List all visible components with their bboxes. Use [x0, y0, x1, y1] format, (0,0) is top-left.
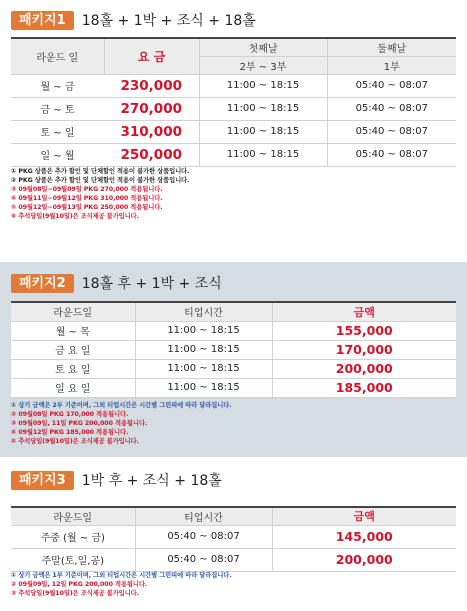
header-round-day: 라운드일	[11, 302, 135, 321]
note-item: ③ 09월08일~09월09일 PKG 270,000 적용됩니다.	[11, 186, 163, 193]
price-cell: 310,000	[104, 120, 199, 143]
table-row	[11, 321, 456, 340]
package3-header	[11, 470, 222, 490]
tee-time-cell: 05:40 ~ 08:07	[135, 548, 272, 571]
header-tee-time: 티업시간	[135, 507, 272, 525]
header-price: 요 금	[104, 38, 199, 74]
package2-section	[0, 262, 467, 457]
tee-time-cell: 11:00 ~ 18:15	[135, 321, 272, 340]
note-item: ⑤ 09월12일~09월13일 PKG 250,000 적용됩니다.	[11, 204, 163, 211]
table-row	[11, 120, 456, 143]
table-header-row	[11, 302, 456, 321]
tee-time-cell: 05:40 ~ 08:07	[135, 525, 272, 548]
price-cell: 200,000	[272, 359, 456, 378]
table-row	[11, 143, 456, 166]
header-round-day: 라운드일	[11, 507, 135, 525]
round-day-cell: 주말(토,일,공)	[11, 548, 135, 571]
note-item: ④ 09월12일 PKG 185,000 적용됩니다.	[11, 429, 129, 436]
round-day-cell: 금 ~ 토	[11, 97, 104, 120]
header-tee-time: 티업시간	[135, 302, 272, 321]
table-row	[11, 548, 456, 571]
package1-header	[11, 10, 256, 30]
price-cell: 155,000	[272, 321, 456, 340]
header-day2-sub: 1부	[327, 56, 456, 74]
package1-section	[0, 0, 467, 249]
price-cell: 170,000	[272, 340, 456, 359]
package1-title: 18홀 + 1박 + 조식 + 18홀	[81, 13, 256, 29]
price-cell: 270,000	[104, 97, 199, 120]
day1-time-cell: 11:00 ~ 18:15	[199, 120, 327, 143]
package3-title: 1박 후 + 조식 + 18홀	[81, 473, 222, 489]
price-cell: 230,000	[104, 74, 199, 97]
package3-badge: 패키지3	[11, 471, 74, 490]
day2-time-cell: 05:40 ~ 08:07	[327, 74, 456, 97]
header-day1-sub: 2부 ~ 3부	[199, 56, 327, 74]
price-cell: 145,000	[272, 525, 456, 548]
note-item: ④ 09월11일~09월12일 PKG 310,000 적용됩니다.	[11, 195, 163, 202]
tee-time-cell: 11:00 ~ 18:15	[135, 359, 272, 378]
package2-title: 18홀 후 + 1박 + 조식	[81, 276, 222, 292]
package2-table	[11, 301, 456, 398]
round-day-cell: 금 요 일	[11, 340, 135, 359]
day1-time-cell: 11:00 ~ 18:15	[199, 74, 327, 97]
note-item: ① PKG 상품은 추가 할인 및 단체할인 적용이 불가한 상품입니다.	[11, 168, 190, 175]
note-item: ① 상기 금액은 2부 기준이며, 그외 티업시간은 시간별 그린피에 따라 달라집니다.	[11, 402, 232, 409]
package1-notes	[11, 167, 461, 221]
table-row	[11, 359, 456, 378]
note-item: ③ 추석당일(9월10일)은 조식제공 불가입니다.	[11, 590, 139, 597]
header-price: 금액	[272, 302, 456, 321]
day2-time-cell: 05:40 ~ 08:07	[327, 120, 456, 143]
table-row	[11, 97, 456, 120]
note-item: ① 상기 금액은 1부 기준이며, 그외 티업시간은 시간별 그린피에 따라 달라집니다.	[11, 572, 232, 579]
note-item: ② PKG 상품은 추가 할인 및 단체할인 적용이 불가한 상품입니다.	[11, 177, 190, 184]
price-cell: 250,000	[104, 143, 199, 166]
package3-section	[0, 463, 467, 611]
day1-time-cell: 11:00 ~ 18:15	[199, 97, 327, 120]
round-day-cell: 일 ~ 월	[11, 143, 104, 166]
day1-time-cell: 11:00 ~ 18:15	[199, 143, 327, 166]
note-item: ② 09월08일 PKG 170,000 적용됩니다.	[11, 411, 129, 418]
table-row	[11, 525, 456, 548]
round-day-cell: 주중 (월 ~ 금)	[11, 525, 135, 548]
day2-time-cell: 05:40 ~ 08:07	[327, 97, 456, 120]
package3-notes	[11, 571, 461, 598]
package1-table	[11, 37, 456, 167]
table-header-row	[11, 507, 456, 525]
header-day1: 첫째날	[199, 38, 327, 56]
header-round-day: 라운드 일	[11, 38, 104, 74]
note-item: ⑥ 추석당일(9월10일)은 조식제공 불가입니다.	[11, 213, 139, 220]
package3-table	[11, 506, 456, 572]
table-row	[11, 378, 456, 397]
round-day-cell: 토 요 일	[11, 359, 135, 378]
round-day-cell: 월 ~ 금	[11, 74, 104, 97]
note-item: ③ 09월09일, 11일 PKG 200,000 적용됩니다.	[11, 420, 148, 427]
round-day-cell: 월 ~ 목	[11, 321, 135, 340]
table-header-row	[11, 38, 456, 56]
package2-header	[11, 273, 222, 293]
price-cell: 200,000	[272, 548, 456, 571]
round-day-cell: 토 ~ 일	[11, 120, 104, 143]
package1-badge: 패키지1	[11, 11, 74, 30]
tee-time-cell: 11:00 ~ 18:15	[135, 378, 272, 397]
table-row	[11, 340, 456, 359]
round-day-cell: 일 요 일	[11, 378, 135, 397]
price-cell: 185,000	[272, 378, 456, 397]
tee-time-cell: 11:00 ~ 18:15	[135, 340, 272, 359]
day2-time-cell: 05:40 ~ 08:07	[327, 143, 456, 166]
header-price: 금액	[272, 507, 456, 525]
package2-notes	[11, 401, 461, 446]
header-day2: 둘째날	[327, 38, 456, 56]
table-row	[11, 74, 456, 97]
package2-badge: 패키지2	[11, 274, 74, 293]
note-item: ⑤ 추석당일(9월10일)은 조식제공 불가입니다.	[11, 438, 139, 445]
note-item: ② 09월09일, 12일 PKG 200,000 적용됩니다.	[11, 581, 148, 588]
